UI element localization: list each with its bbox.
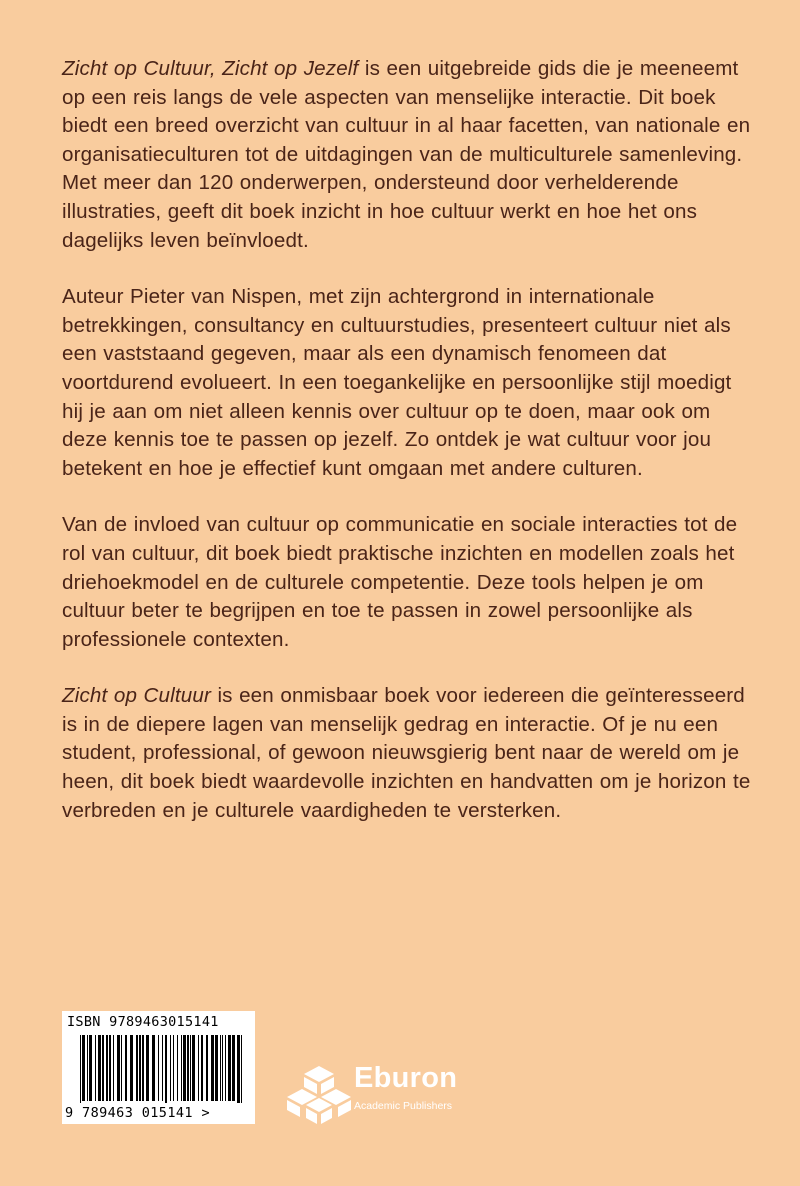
barcode-bar bbox=[109, 1035, 111, 1101]
barcode-bar bbox=[222, 1035, 223, 1101]
publisher-subtitle: Academic Publishers bbox=[354, 1100, 453, 1112]
barcode-bar bbox=[211, 1035, 214, 1101]
blurb-paragraph-1 bbox=[62, 55, 752, 255]
barcode-bar bbox=[181, 1035, 182, 1101]
barcode-bar bbox=[225, 1035, 226, 1101]
blurb-paragraph-2: Auteur Pieter van Nispen, met zijn achtergrond in internationale betrekkingen, consultancy en cultuurstudies, presenteert cultuur niet als een vaststaand gegeven, maar als een dynamisch fenomeen dat voortdurend evolueert. In een toegankelijke en persoonlijke stijl moedigt hij je aan om niet alleen kennis over cultuur op te doen, maar ook om deze kennis toe te passen op jezelf. Zo ontdek je wat cultuur voor jou betekent en hoe je effectief kunt omgaan met andere culturen. bbox=[62, 285, 732, 480]
barcode-bar bbox=[192, 1035, 195, 1101]
blurb-paragraph-4 bbox=[62, 682, 752, 825]
barcode-bar bbox=[95, 1035, 96, 1101]
barcode-bar bbox=[136, 1035, 138, 1101]
isbn-label: ISBN 9789463015141 bbox=[67, 1014, 219, 1030]
barcode-bar bbox=[165, 1035, 167, 1103]
book-title-short-italic: Zicht op Cultuur bbox=[62, 684, 211, 708]
barcode-bar bbox=[190, 1035, 191, 1101]
barcode-bar bbox=[201, 1035, 203, 1101]
barcode-bar bbox=[102, 1035, 104, 1101]
barcode-bar bbox=[187, 1035, 189, 1101]
book-title-italic: Zicht op Cultuur, Zicht op Jezelf bbox=[62, 57, 359, 80]
barcode-bar bbox=[183, 1035, 186, 1101]
barcode-bar bbox=[170, 1035, 171, 1101]
barcode-bar bbox=[177, 1035, 178, 1101]
barcode-bar bbox=[125, 1035, 127, 1101]
barcode-bar bbox=[173, 1035, 174, 1101]
barcode-bar bbox=[162, 1035, 163, 1101]
barcode-bar bbox=[220, 1035, 221, 1101]
barcode-bar bbox=[206, 1035, 208, 1101]
barcode-bar bbox=[82, 1035, 85, 1101]
isbn-barcode bbox=[62, 1011, 255, 1124]
barcode-bar bbox=[106, 1035, 108, 1101]
barcode-digits: 9 789463 015141 > bbox=[65, 1105, 210, 1121]
barcode-bar bbox=[117, 1035, 120, 1101]
barcode-bar bbox=[241, 1035, 242, 1103]
barcode-bar bbox=[139, 1035, 141, 1101]
barcode-bar bbox=[232, 1035, 235, 1101]
publisher-block bbox=[286, 1060, 486, 1130]
barcode-bar bbox=[98, 1035, 101, 1101]
blurb-paragraph-4-text: is een onmisbaar boek voor iedereen die geïnteresseerd is in de diepere lagen van menselijk gedrag en interactie. Of je nu een student, professional, of gewoon nieuwsgierig bent naar de wereld om je heen, dit boek biedt waardevolle inzichten en handvatten om je horizon te verbreden en je culturele vaardigheden te versterken. bbox=[62, 684, 751, 822]
blurb-paragraph-1-text: is een uitgebreide gids die je meeneemt op een reis langs de vele aspecten van menselijke interactie. Dit boek biedt een breed overzicht van cultuur in al haar facetten, van nationale en organisatieculturen tot de uitdagingen van de multiculturele samenleving. Met meer dan 120 onderwerpen, ondersteund door verhelderende illustraties, geeft dit boek inzicht in hoe cultuur werkt en hoe het ons dagelijks leven beïnvloedt. bbox=[62, 57, 751, 252]
eburon-logo-icon bbox=[286, 1060, 352, 1126]
blurb-paragraph-3: Van de invloed van cultuur op communicatie en sociale interacties tot de rol van cultuur, dit boek biedt praktische inzichten en modellen zoals het driehoekmodel en de culturele competentie. Deze tools helpen je om cultuur beter te begrijpen en toe te passen in zowel persoonlijke als professionele contexten. bbox=[62, 513, 738, 651]
barcode-bar bbox=[146, 1035, 149, 1101]
barcode-bar bbox=[228, 1035, 231, 1101]
barcode-bar bbox=[121, 1035, 122, 1101]
barcode-bar bbox=[158, 1035, 159, 1101]
barcode-bar bbox=[80, 1035, 81, 1103]
barcode-bar bbox=[152, 1035, 155, 1101]
barcode-bar bbox=[198, 1035, 199, 1101]
barcode-bar bbox=[87, 1035, 88, 1101]
publisher-name: Eburon bbox=[354, 1062, 458, 1094]
barcode-bar bbox=[113, 1035, 114, 1101]
barcode-bar bbox=[89, 1035, 92, 1101]
barcode-bar bbox=[130, 1035, 133, 1101]
barcode-bar bbox=[215, 1035, 218, 1101]
blurb-text bbox=[62, 55, 752, 825]
barcode-bars bbox=[62, 1033, 255, 1107]
barcode-bar bbox=[142, 1035, 144, 1101]
barcode-bar bbox=[237, 1035, 240, 1103]
